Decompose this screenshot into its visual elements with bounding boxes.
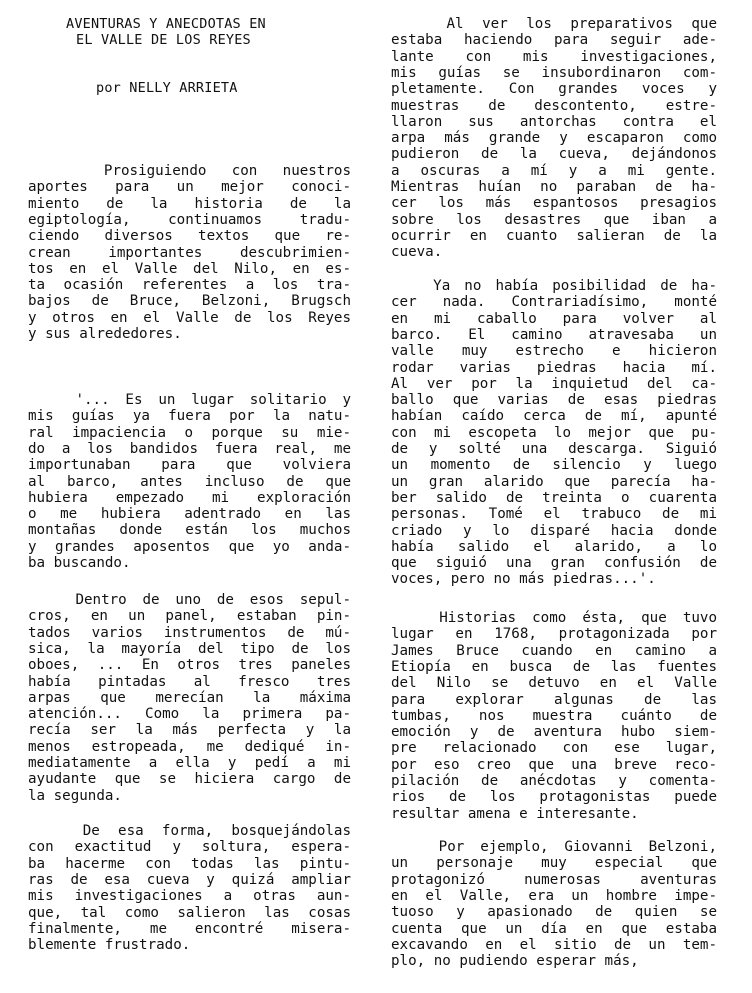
text-line: cer los más espantosos presagios bbox=[391, 195, 717, 212]
text-line: ballo que varias de esas piedras bbox=[391, 392, 717, 409]
text-line: un gran alarido que parecía ha- bbox=[391, 473, 717, 490]
text-line: sobre los desastres que iban a bbox=[391, 211, 717, 228]
text-line: había pintadas al fresco tres bbox=[28, 673, 351, 690]
text-line: voces, pero no más piedras...'. bbox=[391, 571, 656, 588]
text-line: montañas donde están los muchos bbox=[28, 522, 351, 539]
text-line: personas. Tomé el trabuco de mi bbox=[391, 506, 717, 523]
text-line: cueva. bbox=[391, 244, 443, 261]
text-line: en mi caballo para volver al bbox=[391, 310, 717, 327]
text-line: ras de esa cueva y quizá ampliar bbox=[28, 871, 351, 888]
text-line: pre relacionado con ese lugar, bbox=[391, 740, 717, 757]
text-line: Etiopía en busca de las fuentes bbox=[391, 658, 717, 675]
text-line: ayudante que se hiciera cargo de bbox=[28, 771, 351, 788]
text-line: cer nada. Contrariadísimo, monté bbox=[391, 294, 717, 311]
text-line: habían caído cerca de mí, apunté bbox=[391, 408, 717, 425]
text-line: al barco, antes incluso de que bbox=[28, 473, 351, 490]
text-line: emoción y de aventura hubo siem- bbox=[391, 724, 717, 741]
text-line: Al ver por la inquietud del ca- bbox=[391, 375, 717, 392]
text-line: con mi escopeta lo mejor que pu- bbox=[391, 424, 717, 441]
text-line: un momento de silencio y luego bbox=[391, 457, 717, 474]
text-line: miento de la historia de la bbox=[28, 195, 351, 212]
text-line: había salido el alarido, a lo bbox=[391, 538, 717, 555]
text-line: Dentro de uno de esos sepul- bbox=[28, 592, 351, 608]
text-line: Ya no había posibilidad de ha- bbox=[391, 278, 717, 294]
text-line: oboes, ... En otros tres paneles bbox=[28, 657, 351, 674]
text-line: lante con mis investigaciones, bbox=[391, 48, 717, 65]
text-line: Por ejemplo, Giovanni Belzoni, bbox=[391, 839, 717, 855]
text-line: estaba haciendo para seguir ade- bbox=[391, 32, 717, 49]
text-line: criado y lo disparé hacia donde bbox=[391, 522, 717, 539]
text-line: arpas que merecían la máxima bbox=[28, 689, 351, 706]
text-line: crean importantes descubrimien- bbox=[28, 244, 351, 261]
text-line: que, tal como salieron las cosas bbox=[28, 904, 351, 921]
text-line: y sus alrededores. bbox=[28, 326, 182, 342]
text-line: importunaban para que volviera bbox=[28, 457, 351, 474]
text-line: ber salido de treinta o cuarenta bbox=[391, 489, 717, 506]
text-line: tuoso y apasionado de quien se bbox=[391, 904, 717, 921]
text-line: aportes para un mejor conoci- bbox=[28, 179, 351, 196]
text-line: por eso creo que una breve reco- bbox=[391, 756, 717, 773]
text-line: do a los bandidos fuera real, me bbox=[28, 440, 351, 457]
text-line: ocurrir en cuanto salieran de la bbox=[391, 227, 717, 244]
text-line: en el Valle, era un hombre impe- bbox=[391, 887, 717, 904]
text-line: recía ser la más perfecta y la bbox=[28, 722, 351, 739]
article-byline: por NELLY ARRIETA bbox=[96, 80, 238, 96]
text-line: mis guías ya fuera por la natu- bbox=[28, 408, 351, 425]
text-line: rodar varias piedras hacia mí. bbox=[391, 359, 717, 376]
text-line: lugar en 1768, protagonizada por bbox=[391, 626, 717, 643]
text-line: tados varios instrumentos de mú- bbox=[28, 624, 351, 641]
text-line: Historias como ésta, que tuvo bbox=[391, 610, 717, 626]
text-line: finalmente, me encontré misera- bbox=[28, 920, 351, 937]
text-line: plo, no pudiendo esperar más, bbox=[391, 953, 639, 970]
text-line: pilación de anécdotas y comenta- bbox=[391, 773, 717, 789]
text-line: Prosiguiendo con nuestros bbox=[28, 163, 351, 179]
text-line: egiptología, continuamos tradu- bbox=[28, 211, 351, 228]
text-line: a oscuras a mí y a mi gente. bbox=[391, 162, 717, 179]
article-title-line-2: EL VALLE DE LOS REYES bbox=[76, 32, 251, 48]
text-line: De esa forma, bosquejándolas bbox=[28, 823, 351, 839]
text-line: o me hubiera adentrado en las bbox=[28, 506, 351, 523]
text-line: bajos de Bruce, Belzoni, Brugsch bbox=[28, 293, 351, 310]
text-line: mis guías se insubordinaron com- bbox=[391, 64, 717, 81]
text-line: '... Es un lugar solitario y bbox=[28, 392, 351, 408]
text-line: muestras de descontento, estre- bbox=[391, 97, 717, 114]
text-line: arpa más grande y escaparon como bbox=[391, 130, 717, 147]
text-line: menos estropeada, me dediqué in- bbox=[28, 738, 351, 755]
text-line: con exactitud y soltura, espera- bbox=[28, 839, 351, 856]
text-line: hubiera empezado mi exploración bbox=[28, 489, 351, 506]
text-line: tumbas, nos muestra cuánto de bbox=[391, 707, 717, 724]
text-line: blemente frustrado. bbox=[28, 937, 191, 954]
text-line: sica, la mayoría del tipo de los bbox=[28, 640, 351, 657]
text-line: ba hacerme con todas las pintu- bbox=[28, 855, 351, 872]
text-line: ba buscando. bbox=[28, 555, 131, 571]
text-line: tos en el Valle del Nilo, en es- bbox=[28, 260, 351, 277]
text-line: Mientras huían no paraban de ha- bbox=[391, 179, 717, 195]
text-line: atención... Como la primera pa- bbox=[28, 706, 351, 723]
article-title-line-1: AVENTURAS Y ANECDOTAS EN bbox=[66, 16, 266, 32]
text-line: cros, en un panel, estaban pin- bbox=[28, 608, 351, 625]
text-line: de y solté una descarga. Siguió bbox=[391, 441, 717, 457]
text-line: llaron sus antorchas contra el bbox=[391, 113, 717, 130]
text-line: ta ocasión referentes a los tra- bbox=[28, 277, 351, 294]
text-line: protagonizó numerosas aventuras bbox=[391, 871, 717, 888]
text-line: y otros en el Valle de los Reyes bbox=[28, 309, 351, 326]
text-line: un personaje muy especial que bbox=[391, 855, 717, 872]
text-line: barco. El camino atravesaba un bbox=[391, 326, 717, 343]
text-line: valle muy estrecho e hicieron bbox=[391, 343, 717, 360]
text-line: mediatamente a ella y pedí a mi bbox=[28, 755, 351, 771]
text-line: cuenta que un día en que estaba bbox=[391, 920, 717, 937]
text-line: ral impaciencia o porque su mie- bbox=[28, 424, 351, 441]
text-line: excavando en el sitio de un tem- bbox=[391, 936, 717, 953]
text-line: ciendo diversos textos que re- bbox=[28, 228, 351, 245]
text-line: pletamente. Con grandes voces y bbox=[391, 81, 717, 98]
text-line: mis investigaciones a otras aun- bbox=[28, 888, 351, 905]
text-line: la segunda. bbox=[28, 787, 122, 804]
text-line: resultar amena e interesante. bbox=[391, 805, 639, 822]
text-line: pudieron de la cueva, dejándonos bbox=[391, 146, 717, 163]
text-line: y grandes aposentos que yo anda- bbox=[28, 538, 351, 555]
text-line: para explorar algunas de las bbox=[391, 691, 717, 708]
text-line: Al ver los preparativos que bbox=[391, 16, 717, 32]
text-line: que siguió una gran confusión de bbox=[391, 555, 717, 572]
text-line: rios de los protagonistas puede bbox=[391, 789, 717, 806]
text-line: del Nilo se detuvo en el Valle bbox=[391, 675, 717, 692]
text-line: James Bruce cuando en camino a bbox=[391, 642, 717, 659]
